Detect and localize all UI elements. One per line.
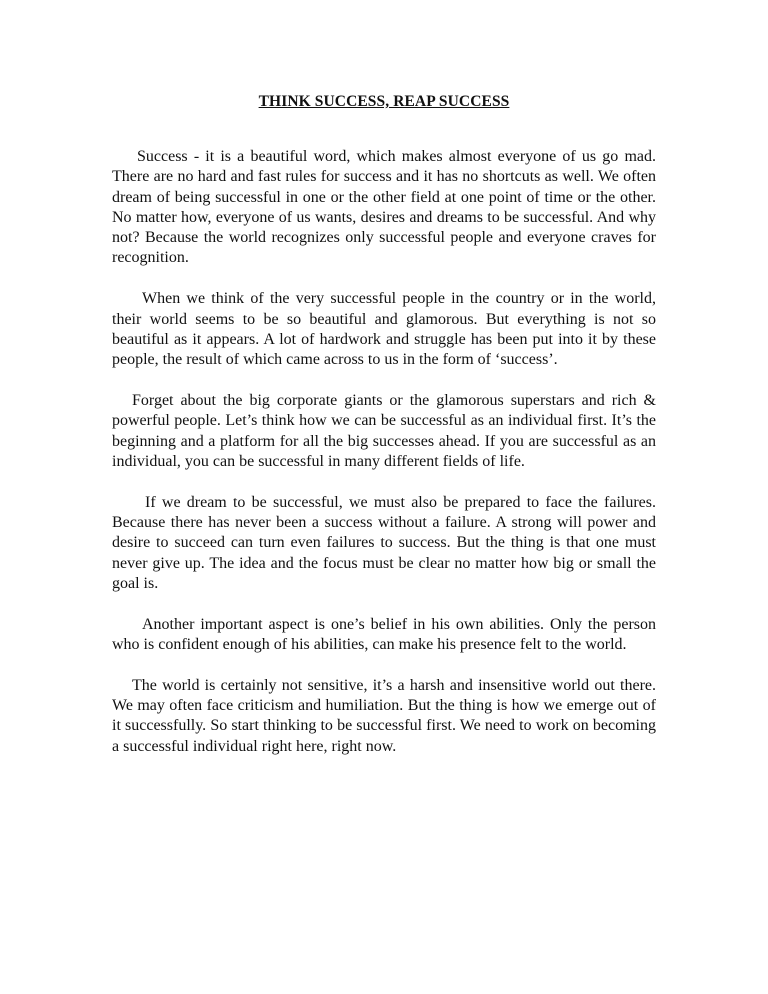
paragraph-2: When we think of the very successful people in the country or in the world, their world seems to be so beautiful and glamorous. But everything is not so beautiful as it appears. A lot of hardwork and struggle has been put into it by these people, the result of which came across to us in the form of ‘success’. — [112, 290, 656, 369]
document-title: THINK SUCCESS, REAP SUCCESS — [258, 93, 510, 110]
paragraph-5: Another important aspect is one’s belief in his own abilities. Only the person who is confident enough of his abilities, can make his presence felt to the world. — [112, 615, 656, 653]
paragraph-3: Forget about the big corporate giants or the glamorous superstars and rich & powerful people. Let’s think how we can be successful as an individual first. It’s the beginning and a platform for all the big successes ahead. If you are successful as an individual, you can be successful in many different fields of life. — [112, 391, 656, 470]
paragraph-1: Success - it is a beautiful word, which makes almost everyone of us go mad. There are no hard and fast rules for success and it has no shortcuts as well. We often dream of being successful in one or the other field at one point of time or the other. No matter how, everyone of us wants, desires and dreams to be successful. And why not? Because the world recognizes only successful people and everyone craves for recognition. — [112, 148, 656, 267]
paragraph-4: If we dream to be successful, we must also be prepared to face the failures. Because there has never been a success without a failure. A strong will power and desire to succeed can turn even failures to success. But the thing is that one must never give up. The idea and the focus must be clear no matter how big or small the goal is. — [112, 493, 656, 592]
paragraph-6: The world is certainly not sensitive, it’s a harsh and insensitive world out there. We may often face criticism and humiliation. But the thing is how we emerge out of it successfully. So start thinking to be successful first. We need to work on becoming a successful individual right here, right now. — [112, 676, 656, 755]
document-body — [112, 147, 656, 777]
